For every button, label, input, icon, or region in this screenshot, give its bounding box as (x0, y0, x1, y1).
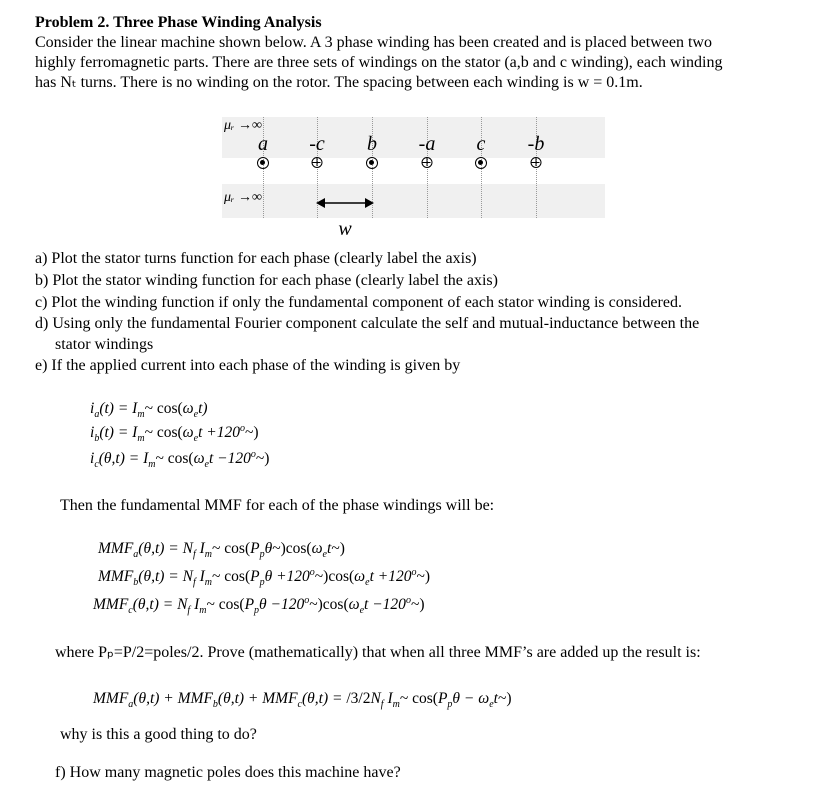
superscript: o (250, 448, 256, 460)
eq-text: θ −120 (259, 596, 305, 613)
eq-text: P (250, 540, 260, 557)
conductor-label: -a (418, 133, 436, 155)
eq-function-text: ~ cos( (144, 424, 183, 441)
superscript: o (304, 594, 310, 606)
subscript: m (204, 549, 213, 561)
eq-text: (θ,t) = (302, 690, 347, 707)
spacing-arrow-icon (316, 197, 374, 209)
conductor-label: b (367, 133, 377, 155)
current-in-cross-icon (531, 157, 542, 168)
current-eq-b (90, 423, 259, 443)
eq-function-text: ~) (255, 450, 270, 467)
eq-text: (θ,t) + MMF (217, 690, 298, 707)
subscript: a (133, 549, 139, 561)
question-f: f) How many magnetic poles does this machine have? (55, 764, 401, 781)
superscript: o (411, 566, 417, 578)
eq-text: t −120 (364, 596, 406, 613)
eq-text: t (327, 540, 332, 557)
intro-line-2: highly ferromagnetic parts. There are three sets of windings on the stator (a,b and c winding), each winding (35, 54, 723, 71)
mmf-eq-a (98, 539, 345, 559)
eq-text: I (195, 568, 205, 585)
eq-text: P (250, 568, 260, 585)
subscript: c (94, 459, 99, 471)
current-in-cross-icon (312, 157, 323, 168)
mmf-eq-b (98, 567, 430, 587)
eq-function-text: ~) (410, 596, 425, 613)
eq-function-text: ~) (497, 690, 512, 707)
eq-text: ω (348, 596, 360, 613)
eq-function-text: ~ cos( (212, 568, 251, 585)
eq-text: I (190, 596, 200, 613)
question-b: b) Plot the stator winding function for each phase (clearly label the axis) (35, 272, 498, 289)
conductor-label: -b (527, 133, 545, 155)
eq-text: (θ,t) = N (138, 540, 193, 557)
eq-function-text: ~ cos( (399, 690, 438, 707)
eq-text: θ − ω (452, 690, 490, 707)
eq-text: (θ,t) = N (132, 596, 188, 613)
superscript: o (405, 594, 411, 606)
eq-text: ω (193, 450, 205, 467)
spacing-label: w (338, 218, 352, 240)
current-out-dot-icon (366, 157, 378, 169)
eq-function-text: ~ cos( (212, 540, 251, 557)
eq-text: (θ,t) = I (98, 450, 149, 467)
subscript: f (380, 699, 384, 711)
eq-text: θ +120 (264, 568, 310, 585)
eq-text: (t) = I (99, 400, 138, 417)
subscript: e (489, 699, 494, 711)
superscript: o (239, 422, 245, 434)
question-a: a) Plot the stator turns function for each phase (clearly label the axis) (35, 250, 477, 267)
eq-text: (t) = I (99, 424, 138, 441)
subscript: m (137, 433, 145, 445)
subscript: b (133, 577, 139, 589)
permeability-label-top: μᵣ →∞ (224, 118, 262, 133)
problem-title: Problem 2. Three Phase Winding Analysis (35, 14, 322, 31)
eq-text: i (90, 450, 95, 467)
question-d-cont: stator windings (55, 336, 154, 353)
subscript: p (447, 699, 453, 711)
subscript: m (204, 577, 213, 589)
subscript: m (137, 409, 145, 421)
eq-text: I (383, 690, 393, 707)
subscript: m (199, 605, 207, 617)
subscript: c (128, 605, 133, 617)
eq-function-text: ~ cos( (155, 450, 194, 467)
superscript: o (309, 566, 315, 578)
subscript: e (204, 459, 209, 471)
eq-text: ω (354, 568, 366, 585)
rotor-iron-band (222, 184, 605, 218)
eq-text: ω (182, 424, 194, 441)
eq-function-text: ~ cos( (206, 596, 245, 613)
current-eq-c (90, 449, 269, 469)
eq-text: MMF (93, 690, 129, 707)
permeability-label-bottom: μᵣ →∞ (224, 190, 262, 205)
subscript: e (359, 605, 365, 617)
current-out-dot-icon (257, 157, 269, 169)
where-text: where Pₚ=P/2=poles/2. Prove (mathematically) that when all three MMF’s are added up the result is: (55, 644, 701, 661)
subscript: b (94, 433, 100, 445)
intro-line-3: has Nₜ turns. There is no winding on the rotor. The spacing between each winding is w = 0.1m. (35, 74, 643, 91)
eq-function-text: ~ cos( (144, 400, 183, 417)
subscript: f (192, 549, 196, 561)
subscript: e (322, 549, 327, 561)
eq-text: (θ,t) = N (138, 568, 193, 585)
eq-function-text: ~) (331, 540, 345, 557)
mmf-eq-c (93, 595, 425, 615)
eq-text: ω (311, 540, 323, 557)
eq-text: P (244, 596, 255, 613)
eq-function-text: ~) (416, 568, 431, 585)
eq-text: I (195, 540, 205, 557)
eq-text: t +120 (198, 424, 240, 441)
subscript: c (297, 699, 302, 711)
subscript: p (259, 549, 265, 561)
eq-text: P (437, 690, 448, 707)
subscript: f (187, 605, 191, 617)
then-text: Then the fundamental MMF for each of the phase windings will be: (60, 497, 495, 514)
conductor-label: c (476, 133, 486, 155)
fraction: /3/2 (346, 690, 371, 707)
eq-text: N (370, 690, 381, 707)
question-e: e) If the applied current into each phase of the winding is given by (35, 357, 461, 374)
eq-text: t (493, 690, 498, 707)
eq-text: θ (264, 540, 273, 557)
subscript: m (392, 699, 400, 711)
stator-iron-band (222, 117, 605, 158)
eq-text: t −120 (209, 450, 251, 467)
eq-function-text: ~) (244, 424, 259, 441)
conductor-label: a (258, 133, 268, 155)
conductor-label: -c (309, 133, 325, 155)
subscript: e (365, 577, 370, 589)
intro-line-1: Consider the linear machine shown below. A 3 phase winding has been created and is placed between two (35, 34, 712, 51)
mmf-sum-eq (93, 689, 512, 709)
eq-text: i (90, 400, 95, 417)
eq-text: t +120 (369, 568, 412, 585)
question-c: c) Plot the winding function if only the fundamental component of each stator winding is considered. (35, 294, 682, 311)
eq-function-text: ~)cos( (272, 540, 312, 557)
why-text: why is this a good thing to do? (60, 726, 257, 743)
eq-text: t) (198, 400, 208, 417)
subscript: e (193, 433, 199, 445)
question-d: d) Using only the fundamental Fourier component calculate the self and mutual-inductance between the (35, 315, 700, 332)
current-out-dot-icon (475, 157, 487, 169)
eq-function-text: ~)cos( (314, 568, 355, 585)
subscript: a (128, 699, 134, 711)
current-eq-a (90, 399, 208, 419)
subscript: p (259, 577, 265, 589)
subscript: b (212, 699, 218, 711)
eq-text: (θ,t) + MMF (133, 690, 213, 707)
subscript: a (94, 409, 100, 421)
subscript: e (193, 409, 199, 421)
eq-function-text: ~)cos( (309, 596, 349, 613)
eq-text: MMF (98, 540, 134, 557)
subscript: m (148, 459, 156, 471)
eq-text: ω (182, 400, 194, 417)
subscript: f (192, 577, 196, 589)
eq-text: MMF (98, 568, 134, 585)
eq-text: i (90, 424, 95, 441)
current-in-cross-icon (422, 157, 433, 168)
eq-text: MMF (93, 596, 129, 613)
subscript: p (254, 605, 260, 617)
